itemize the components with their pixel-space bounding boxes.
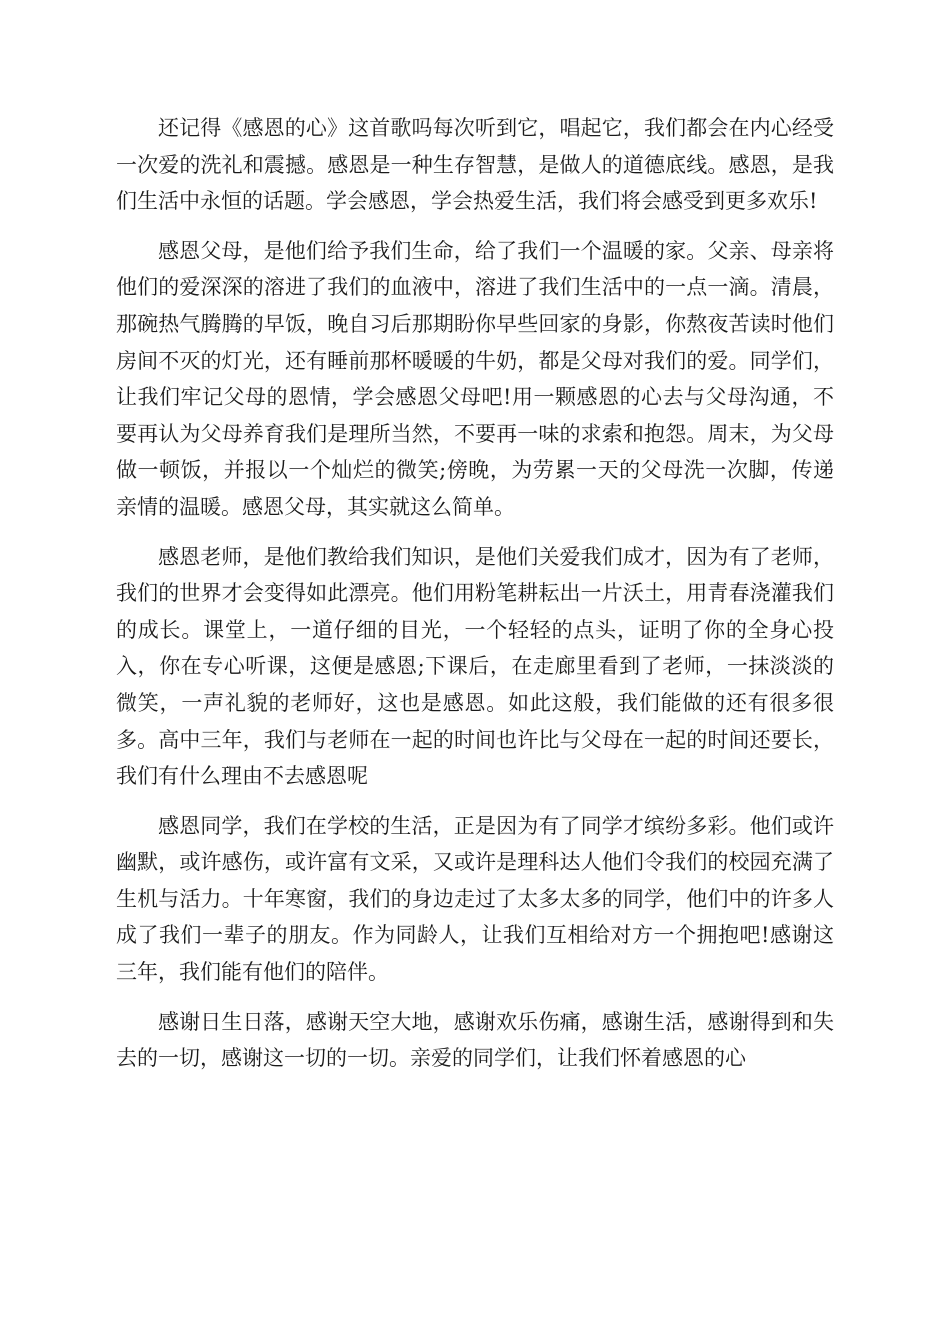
paragraph-closing: 感谢日生日落，感谢天空大地，感谢欢乐伤痛，感谢生活，感谢得到和失去的一切，感谢这一切的一切。亲爱的同学们，让我们怀着感恩的心 [116, 1009, 834, 1071]
paragraph-parents: 感恩父母，是他们给予我们生命，给了我们一个温暖的家。父亲、母亲将他们的爱深深的溶进了我们的血液中，溶进了我们生活中的一点一滴。清晨，那碗热气腾腾的早饭，晚自习后那期盼你早些回家的身影，你熬夜苦读时他们房间不灭的灯光，还有睡前那杯暖暖的牛奶，都是父母对我们的爱。同学们，让我们牢记父母的恩情，学会感恩父母吧!用一颗感恩的心去与父母沟通，不要再认为父母养育我们是理所当然，不要再一味的求索和抱怨。周末，为父母做一顿饭，并报以一个灿烂的微笑;傍晚，为劳累一天的父母洗一次脚，传递亲情的温暖。感恩父母，其实就这么简单。 [116, 238, 834, 519]
document-body [116, 110, 834, 1090]
paragraph-classmates: 感恩同学，我们在学校的生活，正是因为有了同学才缤纷多彩。他们或许幽默，或许感伤，或许富有文采，又或许是理科达人他们令我们的校园充满了生机与活力。十年寒窗，我们的身边走过了太多太多的同学，他们中的许多人成了我们一辈子的朋友。作为同龄人，让我们互相给对方一个拥抱吧!感谢这三年，我们能有他们的陪伴。 [116, 813, 834, 985]
paragraph-intro: 还记得《感恩的心》这首歌吗每次听到它，唱起它，我们都会在内心经受一次爱的洗礼和震撼。感恩是一种生存智慧，是做人的道德底线。感恩，是我们生活中永恒的话题。学会感恩，学会热爱生活，我们将会感受到更多欢乐! [116, 116, 834, 214]
paragraph-teachers: 感恩老师，是他们教给我们知识，是他们关爱我们成才，因为有了老师，我们的世界才会变得如此漂亮。他们用粉笔耕耘出一片沃土，用青春浇灌我们的成长。课堂上，一道仔细的目光，一个轻轻的点头，证明了你的全身心投入，你在专心听课，这便是感恩;下课后，在走廊里看到了老师，一抹淡淡的微笑，一声礼貌的老师好，这也是感恩。如此这般，我们能做的还有很多很多。高中三年，我们与老师在一起的时间也许比与父母在一起的时间还要长，我们有什么理由不去感恩呢 [116, 544, 834, 789]
